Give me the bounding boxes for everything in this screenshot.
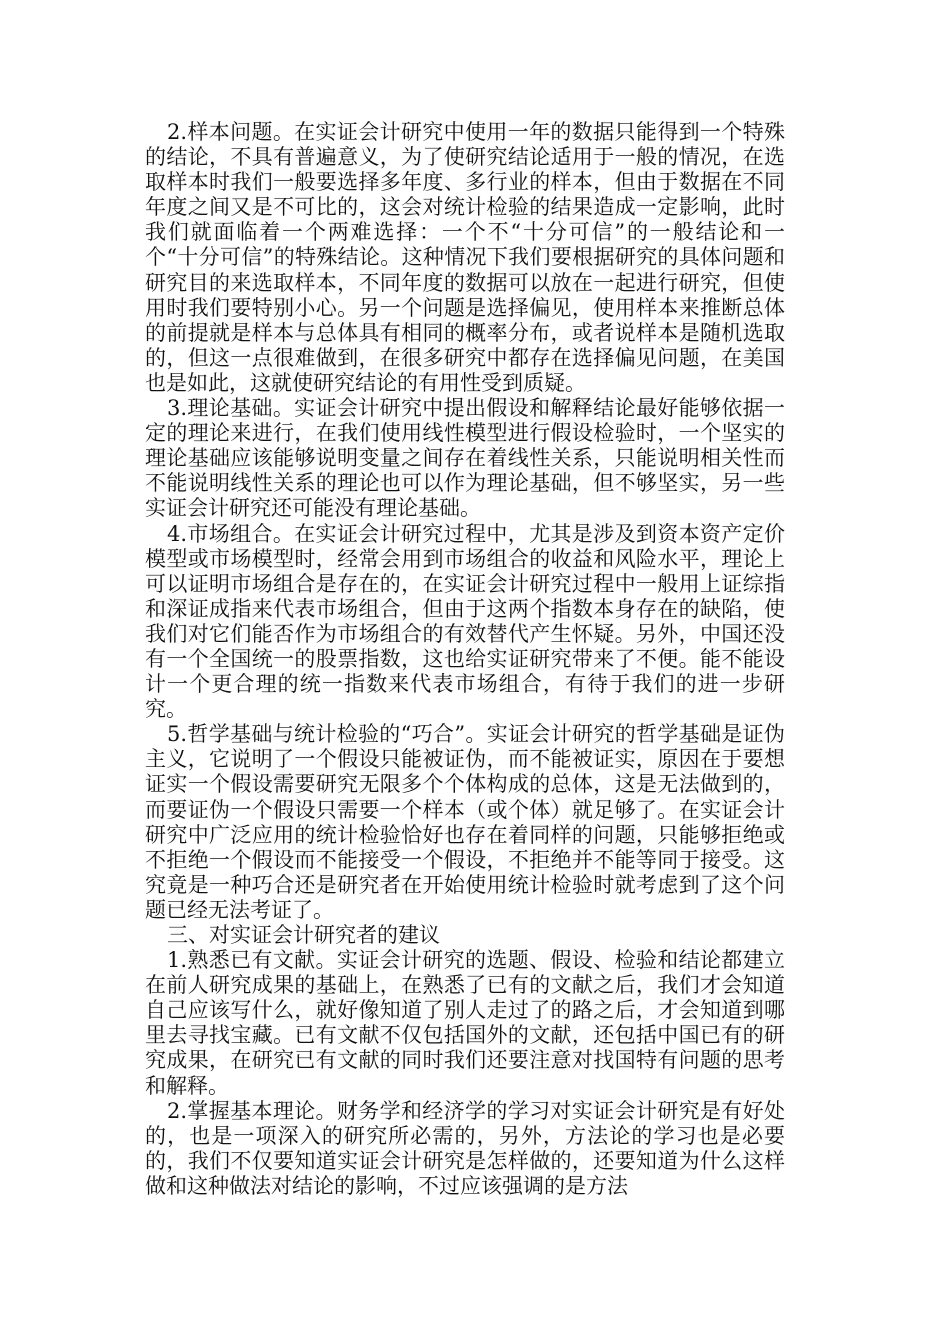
- paragraph-basic-theory: 2.掌握基本理论。财务学和经济学的学习对实证会计研究是有好处的，也是一项深入的研究所必需的，另外，方法论的学习也是必要的，我们不仅要知道实证会计研究是怎样做的，还要知道为什么这样做和这种做法对结论的影响，不过应该强调的是方法: [145, 1098, 785, 1198]
- paragraph-familiar-literature: 1.熟悉已有文献。实证会计研究的选题、假设、检验和结论都建立在前人研究成果的基础上，在熟悉了已有的文献之后，我们才会知道自己应该写什么，就好像知道了别人走过了的路之后，才会知道到哪里去寻找宝藏。已有文献不仅包括国外的文献，还包括中国已有的研究成果，在研究已有文献的同时我们还要注意对找国特有问题的思考和解释。: [145, 948, 785, 1098]
- document-body: [145, 120, 785, 1199]
- paragraph-sample-problem: 2.样本问题。在实证会计研究中使用一年的数据只能得到一个特殊的结论，不具有普遍意义，为了使研究结论适用于一般的情况，在选取样本时我们一般要选择多年度、多行业的样本，但由于数据在不同年度之间又是不可比的，这会对统计检验的结果造成一定影响，此时我们就面临着一个两难选择：一个不“十分可信”的一般结论和一个“十分可信”的特殊结论。这种情况下我们要根据研究的具体问题和研究目的来选取样本，不同年度的数据可以放在一起进行研究，但使用时我们要特别小心。另一个问题是选择偏见，使用样本来推断总体的前提就是样本与总体具有相同的概率分布，或者说样本是随机选取的，但这一点很难做到，在很多研究中都存在选择偏见问题，在美国也是如此，这就使研究结论的有用性受到质疑。: [145, 120, 785, 395]
- paragraph-theory-basis: 3.理论基础。实证会计研究中提出假设和解释结论最好能够依据一定的理论来进行，在我们使用线性模型进行假设检验时，一个坚实的理论基础应该能够说明变量之间存在着线性关系，只能说明相关性而不能说明线性关系的理论也可以作为理论基础，但不够坚实，另一些实证会计研究还可能没有理论基础。: [145, 396, 785, 521]
- paragraph-philosophy-basis: 5.哲学基础与统计检验的“巧合”。实证会计研究的哲学基础是证伪主义，它说明了一个假设只能被证伪，而不能被证实，原因在于要想证实一个假设需要研究无限多个个体构成的总体，这是无法做到的，而要证伪一个假设只需要一个样本（或个体）就足够了。在实证会计研究中广泛应用的统计检验恰好也存在着同样的问题，只能够拒绝或不拒绝一个假设而不能接受一个假设，不拒绝并不能等同于接受。这究竟是一种巧合还是研究者在开始使用统计检验时就考虑到了这个问题已经无法考证了。: [145, 722, 785, 922]
- section-heading: 三、对实证会计研究者的建议: [167, 923, 440, 947]
- paragraph-market-portfolio: 4.市场组合。在实证会计研究过程中，尤其是涉及到资本资产定价模型或市场模型时，经常会用到市场组合的收益和风险水平，理论上可以证明市场组合是存在的，在实证会计研究过程中一般用上证综指和深证成指来代表市场组合，但由于这两个指数本身存在的缺陷，使我们对它们能否作为市场组合的有效替代产生怀疑。另外，中国还没有一个全国统一的股票指数，这也给实证研究带来了不便。能不能设计一个更合理的统一指数来代表市场组合，有待于我们的进一步研究。: [145, 521, 785, 722]
